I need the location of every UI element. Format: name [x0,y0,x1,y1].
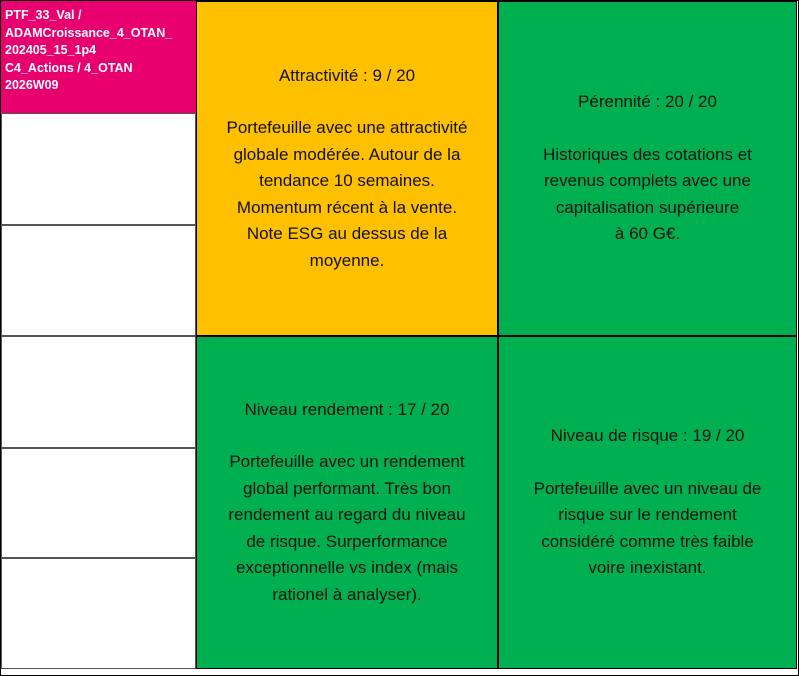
perennite-title: Pérennité : 20 / 20 [578,92,717,112]
perennite-panel [498,1,797,336]
portfolio-tag: PTF_33_Val / ADAMCroissance_4_OTAN_ 202405_15_1p4 C4_Actions / 4_OTAN 2026W09 [1,1,196,113]
empty-cell [1,113,196,225]
empty-cell [1,448,196,558]
perennite-description: Historiques des cotations et revenus complets avec une capitalisation supérieure à 60 G€. [543,144,752,244]
empty-cell [1,558,196,669]
risque-panel [498,336,797,669]
attractivite-description: Portefeuille avec une attractivité globale modérée. Autour de la tendance 10 semaines. Momentum récent à la vente. Note ESG au dessus de la moyenne. [226,118,468,270]
attractivite-panel [196,1,498,336]
rendement-description: Portefeuille avec un rendement global performant. Très bon rendement au regard du niveau de risque. Surperformance exceptionnelle vs index (mais rationel à analyser). [228,452,466,604]
empty-cell [1,225,196,336]
attractivite-title: Attractivité : 9 / 20 [278,65,416,85]
rendement-panel [196,336,498,669]
rendement-title: Niveau rendement : 17 / 20 [244,399,450,419]
risque-title: Niveau de risque : 19 / 20 [550,426,745,446]
empty-cell [1,336,196,448]
risque-description: Portefeuille avec un niveau de risque sur le rendement considéré comme très faible voire inexistant. [533,478,762,578]
